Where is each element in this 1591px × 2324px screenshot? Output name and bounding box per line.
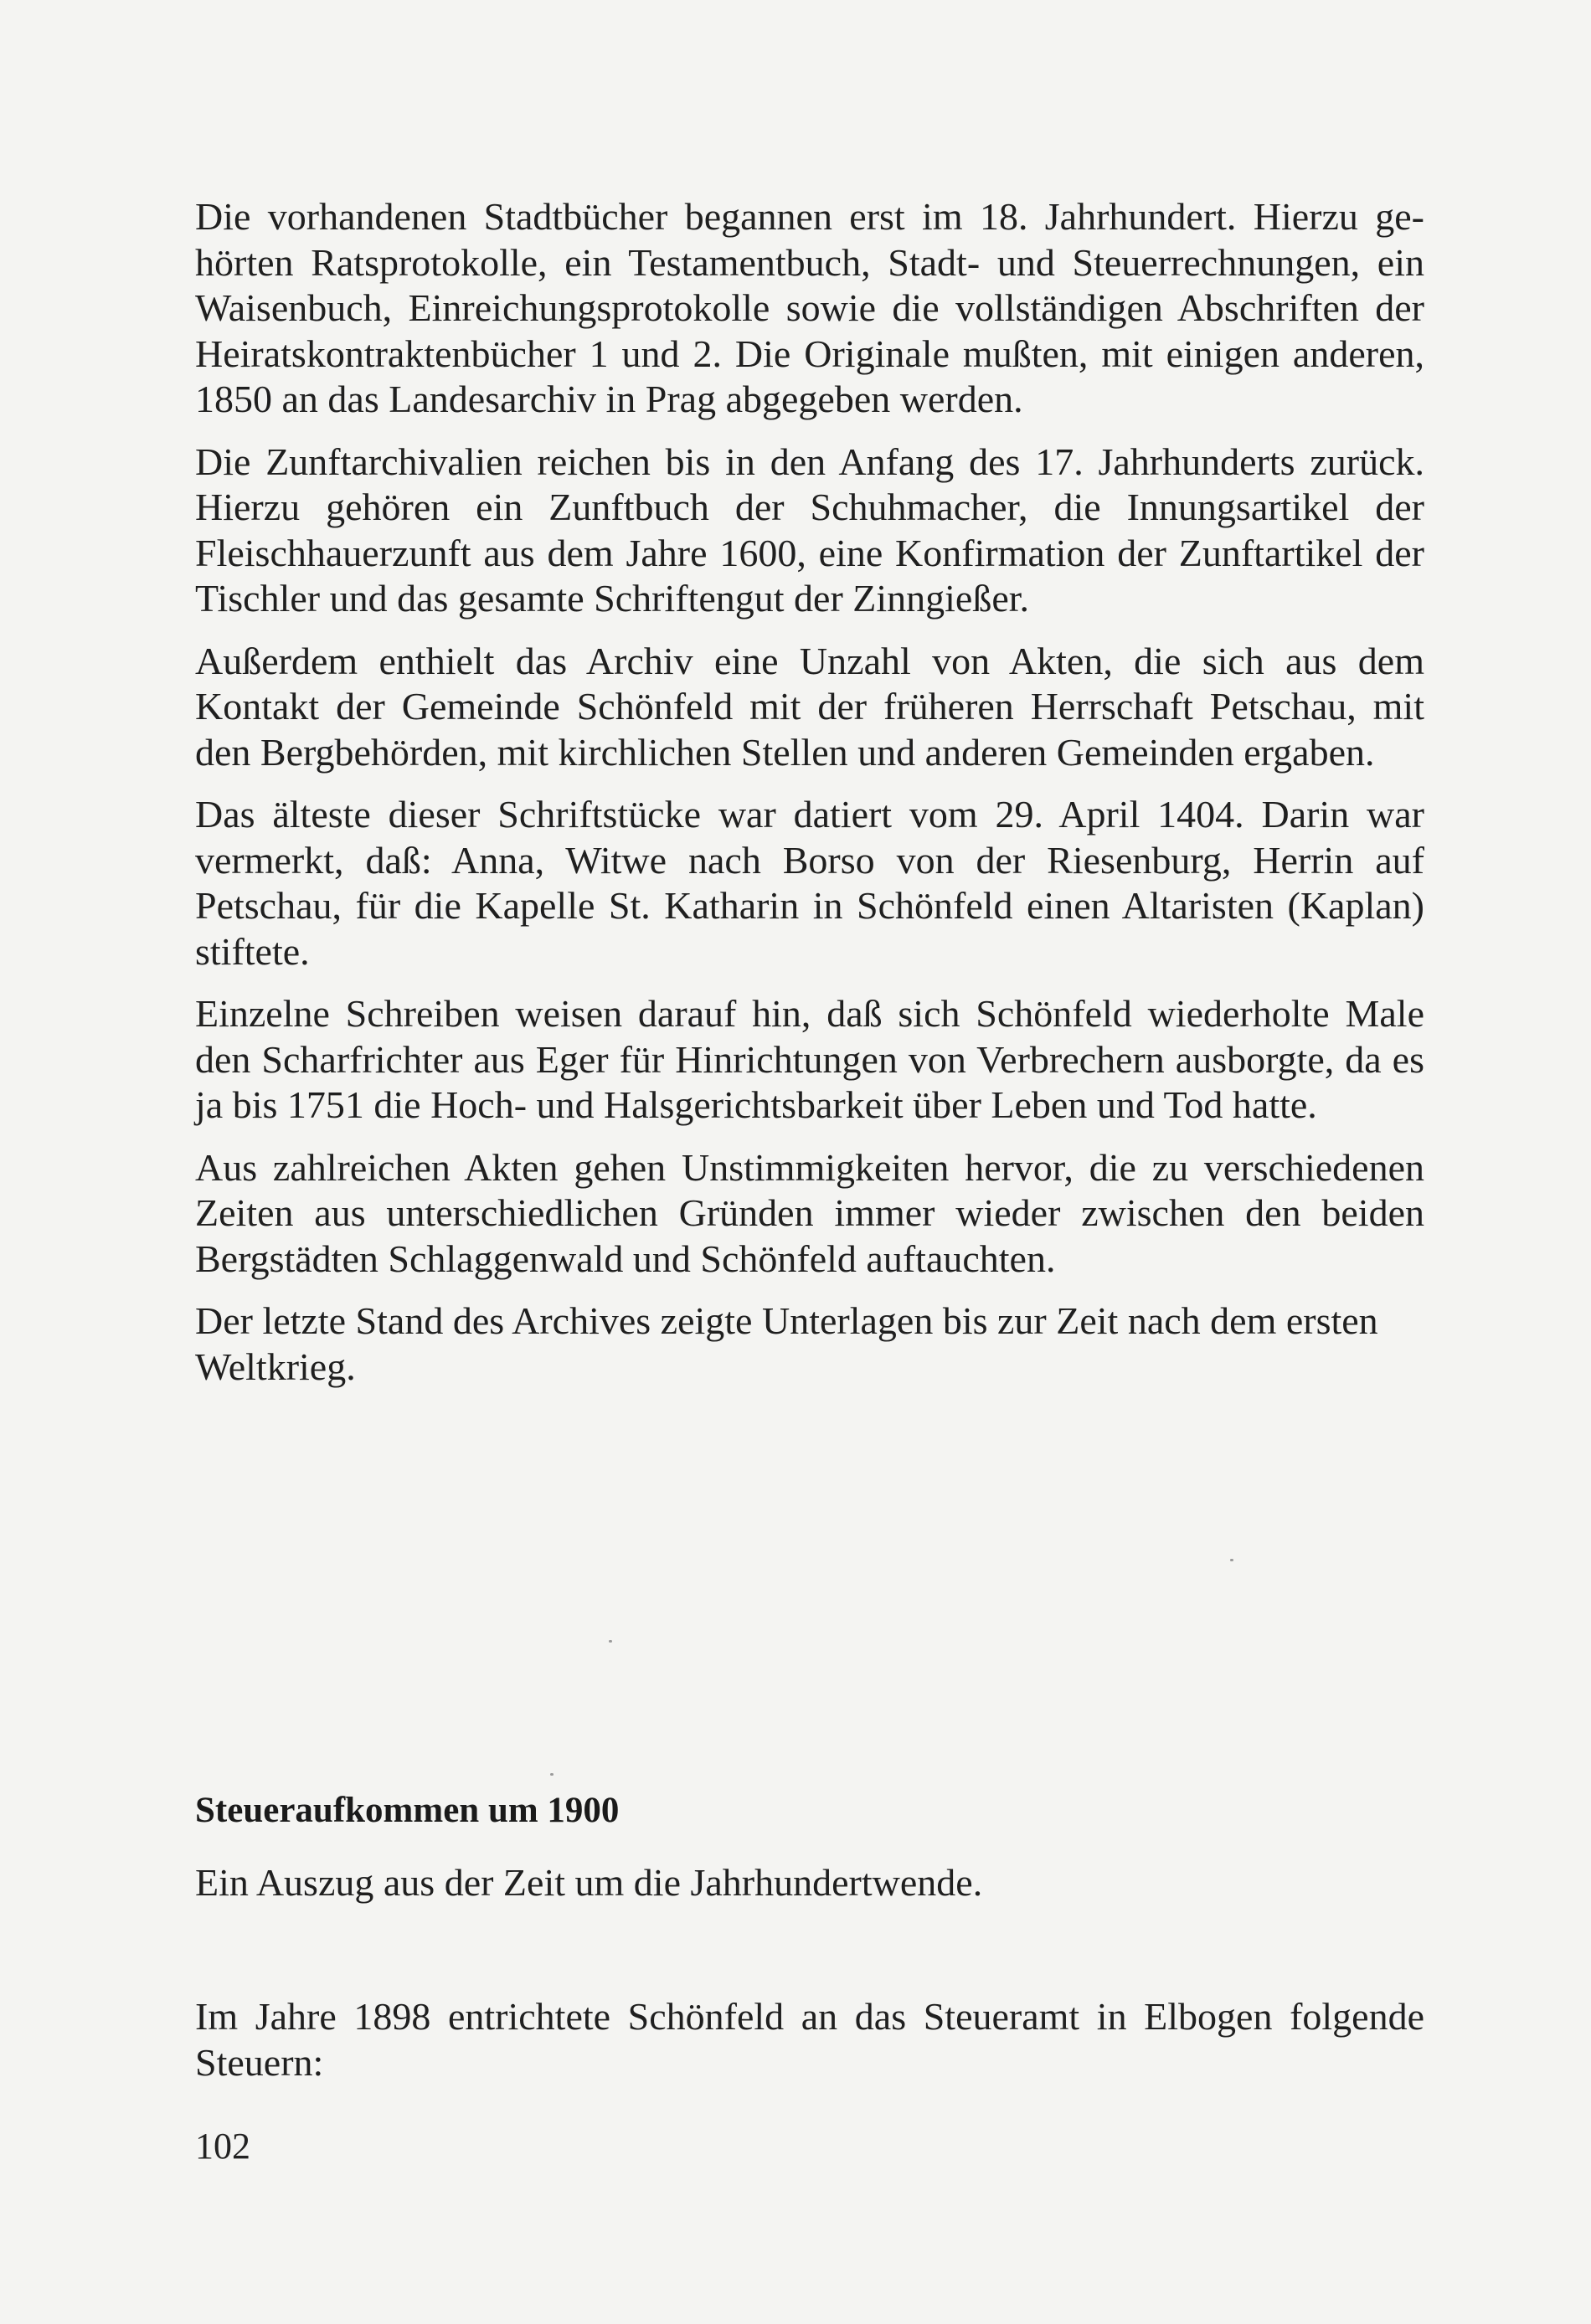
body-text: [195, 194, 1424, 1406]
paragraph-aeltestes-schriftstueck: Das älteste dieser Schriftstücke war datiert vom 29. April 1404. Darin war vermerkt, daß: Anna, Witwe nach Borso von der Riesenburg, Herrin auf Petschau, für die Kapelle St. Katharin in Schönfeld einen Altaristen (Kaplan) stiftete.: [195, 793, 1424, 973]
paragraph-akten: Außerdem enthielt das Archiv eine Unzahl von Akten, die sich aus dem Kontakt der Gemeinde Schönfeld mit der früheren Herrschaft Petschau, mit den Bergbehörden, mit kirchlichen Stellen und anderen Gemeinden ergaben.: [195, 639, 1424, 774]
section-heading: Steueraufkommen um 1900: [195, 1791, 620, 1830]
paragraph-scharfrichter: Einzelne Schreiben weisen darauf hin, daß sich Schönfeld wiederholte Male den Scharfrichter aus Eger für Hinrichtungen von Verbrechern ausborgte, da es ja bis 1751 die Hoch- und Halsgerichtsbarkeit über Leben und Tod hatte.: [195, 992, 1424, 1126]
paragraph-stadtbuecher: Die vorhandenen Stadtbücher begannen erst im 18. Jahrhundert. Hierzu gehörten Ratsprotokolle, ein Testamentbuch, Stadt- und Steuerrechnungen, ein Waisenbuch, Einreichungsprotokolle sowie die vollständigen Abschriften der Heiratskontraktenbücher 1 und 2. Die Originale mußten, mit einigen anderen, 1850 an das Landesarchiv in Prag abgegeben werden.: [195, 195, 1424, 420]
scan-speck: [550, 1773, 554, 1776]
section-subtitle: Ein Auszug aus der Zeit um die Jahrhundertwende.: [195, 1861, 983, 1904]
page-number: 102: [195, 2126, 250, 2167]
tax-intro-paragraph: Im Jahre 1898 entrichtete Schönfeld an das Steueramt in Elbogen folgende Steuern:: [195, 1995, 1424, 2084]
paragraph-letzter-stand: Der letzte Stand des Archives zeigte Unterlagen bis zur Zeit nach dem ersten Weltkrieg.: [195, 1299, 1378, 1388]
scan-speck: [609, 1640, 612, 1643]
paragraph-zunftarchivalien: Die Zunftarchivalien reichen bis in den Anfang des 17. Jahrhunderts zurück. Hierzu gehören ein Zunftbuch der Schuhmacher, die Innungsartikel der Fleischhauerzunft aus dem Jahre 1600, eine Konfirmation der Zunftartikel der Tischler und das gesamte Schriftengut der Zinngießer.: [195, 440, 1424, 620]
scan-speck: [1230, 1559, 1233, 1561]
paragraph-unstimmigkeiten: Aus zahlreichen Akten gehen Unstimmigkeiten hervor, die zu verschiedenen Zeiten aus unterschiedlichen Gründen immer wieder zwischen den beiden Bergstädten Schlaggenwald und Schönfeld auftauchten.: [195, 1145, 1424, 1280]
